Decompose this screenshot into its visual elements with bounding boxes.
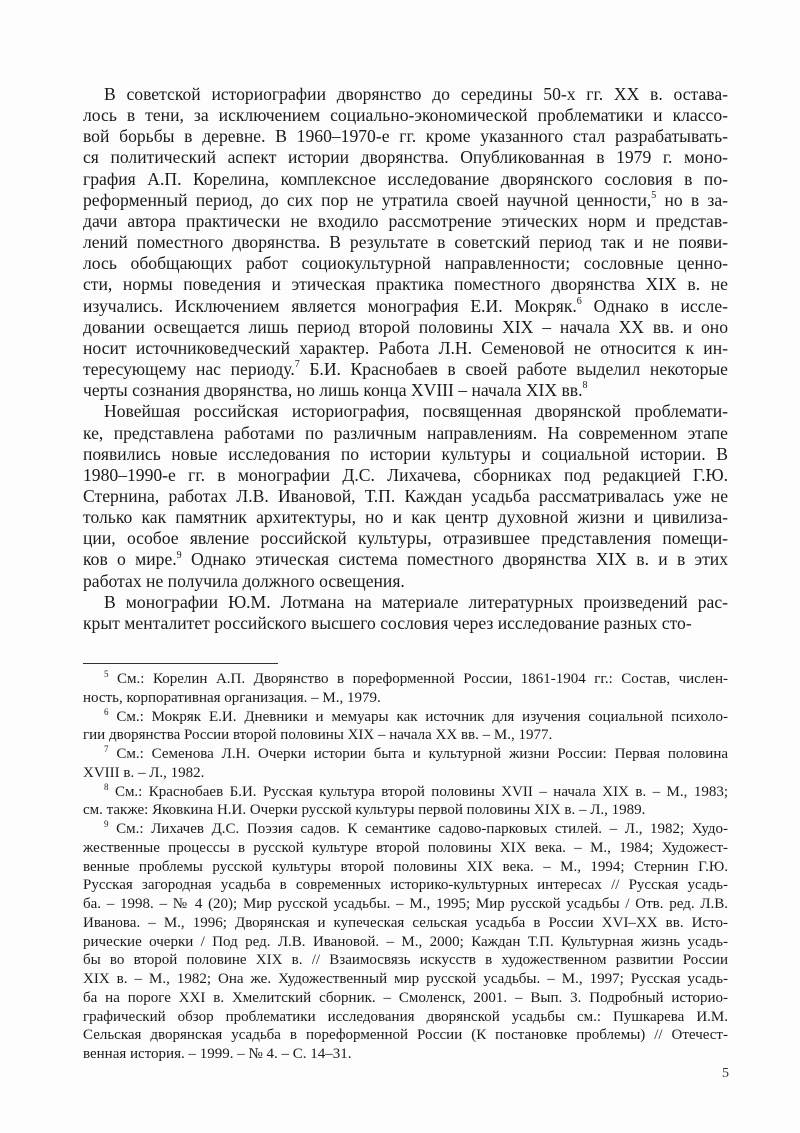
text-line: 1980–1990-е гг. в монографии Д.С. Лихачева, сборниках под редакцией Г.Ю. — [83, 464, 728, 485]
footnote-5 — [83, 670, 728, 708]
text-line: Стернина, работах Л.В. Ивановой, Т.П. Каждан усадьба рассматривалась уже не — [83, 485, 728, 506]
text-line: графия А.П. Корелина, комплексное исследование дворянского сословия в по- — [83, 168, 728, 189]
footnote-line: ба. – 1998. – № 4 (20); Мир русской усадьбы. – М., 1995; Мир русской усадьбы / Отв. ред. Л.В. — [83, 896, 728, 912]
footnote-line: $^9$ См.: Лихачев Д.С. Поэзия садов. К семантике садово-парковых стилей. – Л., 1982; Худо- — [104, 819, 729, 837]
footnote-8 — [83, 783, 728, 821]
footnote-line: $^7$ См.: Семенова Л.Н. Очерки истории быта и культурной жизни России: Первая половина — [104, 744, 728, 762]
footnote-9 — [83, 820, 728, 1064]
footnote-number: 5 — [104, 669, 109, 679]
footnote-line: Русская загородная усадьба в современных историко-культурных интересах // Русская усадь- — [83, 877, 728, 894]
footnote-line: жественные процессы в русской культуре второй половины XIX века. – М., 1984; Художест- — [83, 839, 728, 856]
footnote-ref[interactable]: 5 — [651, 189, 657, 201]
footnote-line: венные проблемы русской культуры второй половины XIX века. – М., 1994; Стернин Г.Ю. — [83, 858, 728, 875]
footnote-line: бы во второй половине XIX в. // Взаимосвязь искусств в художественном развитии России — [83, 952, 728, 969]
paragraph — [83, 401, 728, 591]
footnote-line: XIX в. – М., 1982; Она же. Художественный мир русской усадьбы. – М., 1997; Русская усадь- — [83, 971, 728, 987]
footnote-separator — [83, 663, 278, 664]
footnote-6 — [83, 708, 728, 746]
text-line: В советской историографии дворянство до середины 50-х гг. XX в. остава- — [104, 84, 728, 104]
footnote-line: ба на пороге XXI в. Хмелитский сборник. – Смоленск, 2001. – Вып. 3. Подробный историо- — [83, 989, 728, 1006]
text-line: лось в тени, за исключением социально-экономической проблематики и классо- — [83, 105, 728, 126]
page-number: 5 — [722, 1066, 729, 1081]
text-line: работах не получила должного освещения. — [83, 570, 405, 591]
footnote-line: венная история. – 1999. – № 4. – С. 14–31. — [83, 1046, 352, 1062]
footnote-number: 8 — [104, 781, 109, 792]
main-text — [83, 84, 728, 634]
footnote-line: $^8$ См.: Краснобаев Б.И. Русская культура второй половины XVII – начала XIX в. – М., 1983; — [104, 781, 728, 800]
paragraph — [83, 592, 728, 634]
text-line: ков о мире.$^9$ Однако этическая система поместного дворянства XIX в. и в этих — [83, 549, 728, 570]
footnote-line: рические очерки / Под ред. Л.В. Ивановой. – М., 2000; Каждан Т.П. Культурная жизнь усадь- — [83, 933, 728, 950]
text-line: сти, нормы поведения и этическая практика поместного дворянства XIX в. не — [83, 274, 728, 295]
text-line: ся политический аспект истории дворянства. Опубликованная в 1979 г. моно- — [83, 147, 728, 168]
footnote-line: Сельская дворянская усадьба в пореформенной России (К постановке проблемы) // Отечест- — [83, 1027, 728, 1044]
footnote-line: XVIII в. – Л., 1982. — [83, 764, 205, 781]
text-line: носит источниковедческий характер. Работа Л.Н. Семеновой не относится к ин- — [83, 337, 728, 358]
footnote-ref[interactable]: 7 — [294, 359, 300, 371]
text-line: реформенный период, до сих пор не утратила своей научной ценности,$^5$ но в за- — [83, 189, 728, 210]
footnote-number: 7 — [104, 744, 109, 754]
text-line: лений поместного дворянства. В результате в советский период так и не появи- — [83, 232, 728, 253]
footnote-7 — [83, 745, 728, 783]
footnote-ref[interactable]: 6 — [576, 295, 582, 307]
paragraph — [83, 84, 728, 401]
footnote-number: 9 — [104, 819, 109, 829]
text-line: изучались. Исключением является монография Е.И. Мокряк.$^6$ Однако в иссле- — [83, 295, 728, 316]
text-line: черты сознания дворянства, но лишь конца XVIII – начала XIX вв.$^8$ — [83, 380, 588, 401]
text-line: появились новые исследования по истории культуры и социальной истории. В — [83, 443, 728, 464]
footnote-line: Иванова. – М., 1996; Дворянская и купеческая сельская усадьба в России XVI–XX вв. Исто- — [83, 914, 728, 931]
text-line: Новейшая российская историография, посвященная дворянской проблемати- — [104, 401, 728, 422]
footnote-line: см. также: Яковкина Н.И. Очерки русской культуры первой половины XIX в. – Л., 1989. — [83, 802, 646, 819]
text-line: тересующему нас периоду.$^7$ Б.И. Краснобаев в своей работе выделил некоторые — [83, 359, 728, 380]
text-line: довании освещается лишь период второй половины XIX – начала XX вв. и оно — [83, 316, 728, 337]
text-line: только как памятник архитектуры, но и как центр духовной жизни и цивилиза- — [83, 507, 728, 528]
footnote-line: графический обзор проблематики исследования дворянской усадьбы см.: Пушкарева И.М. — [83, 1008, 728, 1025]
text-line: дачи автора практически не входило рассмотрение этических норм и представ- — [83, 210, 728, 231]
text-line: ции, особое явление российской культуры, отразившее представления помещи- — [83, 528, 728, 549]
footnote-ref[interactable]: 8 — [582, 380, 588, 392]
footnote-ref[interactable]: 9 — [176, 549, 182, 561]
text-line: лось обобщающих работ социокультурной направленности; сословные ценно- — [83, 253, 728, 274]
text-line: ке, представлена работами по различным направлениям. На современном этапе — [83, 422, 728, 443]
text-line: крыт менталитет российского высшего сословия через исследование разных сто- — [83, 612, 692, 633]
footnote-line: $^5$ См.: Корелин А.П. Дворянство в пореформенной России, 1861-1904 гг.: Состав, числен- — [104, 669, 728, 687]
footnote-line: ность, корпоративная организация. – М., 1979. — [83, 689, 381, 706]
footnotes — [83, 670, 728, 1064]
text-line: В монографии Ю.М. Лотмана на материале литературных произведений рас- — [104, 591, 728, 612]
footnote-line: $^6$ См.: Мокряк Е.И. Дневники и мемуары как источник для изучения социальной психоло- — [104, 706, 729, 725]
footnote-line: гии дворянства России второй половины XIX – начала XX вв. – М., 1977. — [83, 727, 553, 744]
footnote-number: 6 — [104, 706, 109, 717]
text-line: вой борьбы в деревне. В 1960–1970-е гг. кроме указанного стал разрабатывать- — [83, 126, 728, 147]
